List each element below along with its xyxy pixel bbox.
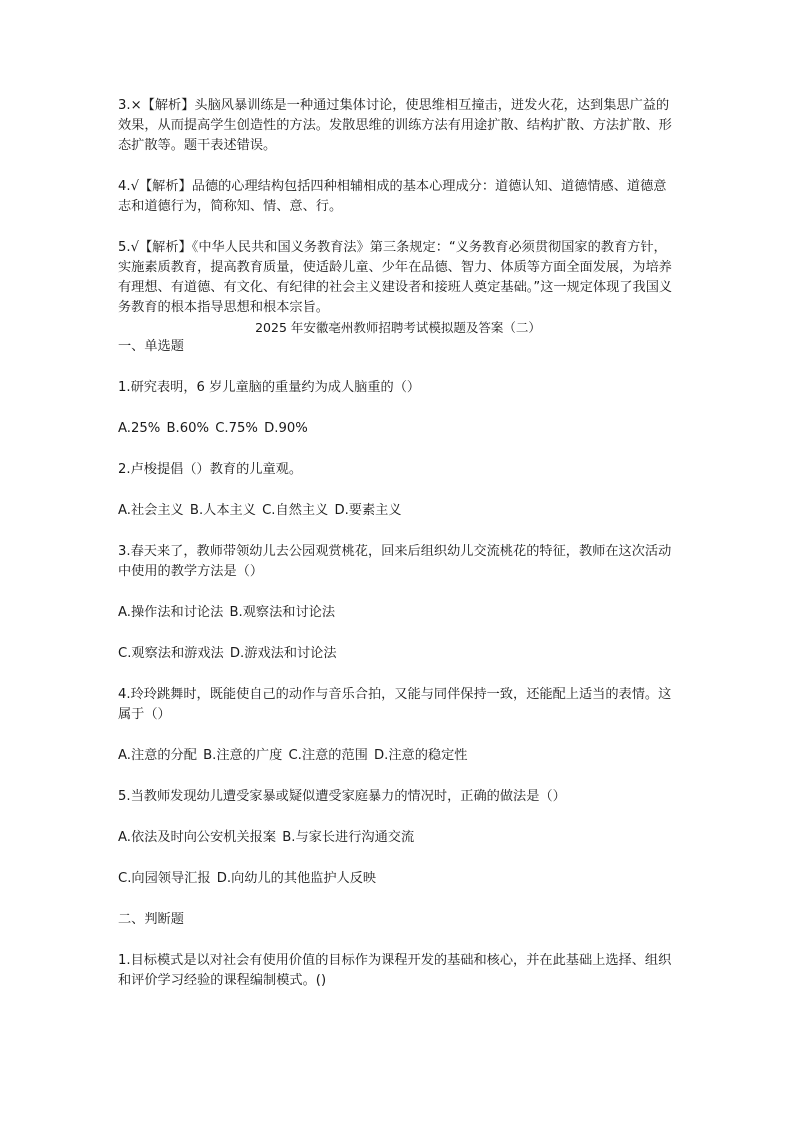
question-5: 5.当教师发现幼儿遭受家暴或疑似遭受家庭暴力的情况时，正确的做法是（） xyxy=(118,789,566,804)
judgment-question-1: 1.目标模式是以对社会有使用价值的目标作为课程开发的基础和核心，并在此基础上选择、组织和评价学习经验的课程编制模式。() xyxy=(118,953,672,988)
question-1: 1.研究表明，6 岁儿童脑的重量约为成人脑重的（） xyxy=(118,380,421,395)
question-2: 2.卢梭提倡（）教育的儿童观。 xyxy=(118,462,303,477)
question-5-options-cd: C.向园领导汇报 D.向幼儿的其他监护人反映 xyxy=(118,871,377,886)
section-heading-single-choice: 一、单选题 xyxy=(118,339,184,354)
question-5-options-ab: A.依法及时向公安机关报案 B.与家长进行沟通交流 xyxy=(118,830,415,845)
question-3-options-cd: C.观察法和游戏法 D.游戏法和讨论法 xyxy=(118,646,337,661)
doc-title: 2025 年安徽亳州教师招聘考试模拟题及答案（二） xyxy=(255,320,541,335)
section-heading-true-false: 二、判断题 xyxy=(118,912,184,927)
question-3-options-ab: A.操作法和讨论法 B.观察法和讨论法 xyxy=(118,605,336,620)
question-4: 4.玲玲跳舞时，既能使自己的动作与音乐合拍，又能与同伴保持一致，还能配上适当的表情。这属于（） xyxy=(118,687,672,722)
answer-5: 5.√【解析】《中华人民共和国义务教育法》第三条规定：“义务教育必须贯彻国家的教育方针，实施素质教育，提高教育质量，使适龄儿童、少年在品德、智力、体质等方面全面发展，为培养有理想、有道德、有文化、有纪律的社会主义建设者和接班人奠定基础。”这一规定体现了我国义务教育的根本指导思想和根本宗旨。 xyxy=(118,240,673,315)
answer-3: 3.×【解析】头脑风暴训练是一种通过集体讨论，使思维相互撞击，迸发火花，达到集思广益的效果，从而提高学生创造性的方法。发散思维的训练方法有用途扩散、结构扩散、方法扩散、形态扩散等。题干表述错误。 xyxy=(118,98,672,153)
answer-4: 4.√【解析】品德的心理结构包括四种相辅相成的基本心理成分：道德认知、道德情感、道德意志和道德行为，简称知、情、意、行。 xyxy=(118,179,667,214)
document-page xyxy=(118,96,678,991)
question-3: 3.春天来了，教师带领幼儿去公园观赏桃花，回来后组织幼儿交流桃花的特征，教师在这次活动中使用的教学方法是（） xyxy=(118,544,672,579)
question-1-options: A.25% B.60% C.75% D.90% xyxy=(118,421,308,436)
question-2-options: A.社会主义 B.人本主义 C.自然主义 D.要素主义 xyxy=(118,503,402,518)
question-4-options: A.注意的分配 B.注意的广度 C.注意的范围 D.注意的稳定性 xyxy=(118,748,468,763)
